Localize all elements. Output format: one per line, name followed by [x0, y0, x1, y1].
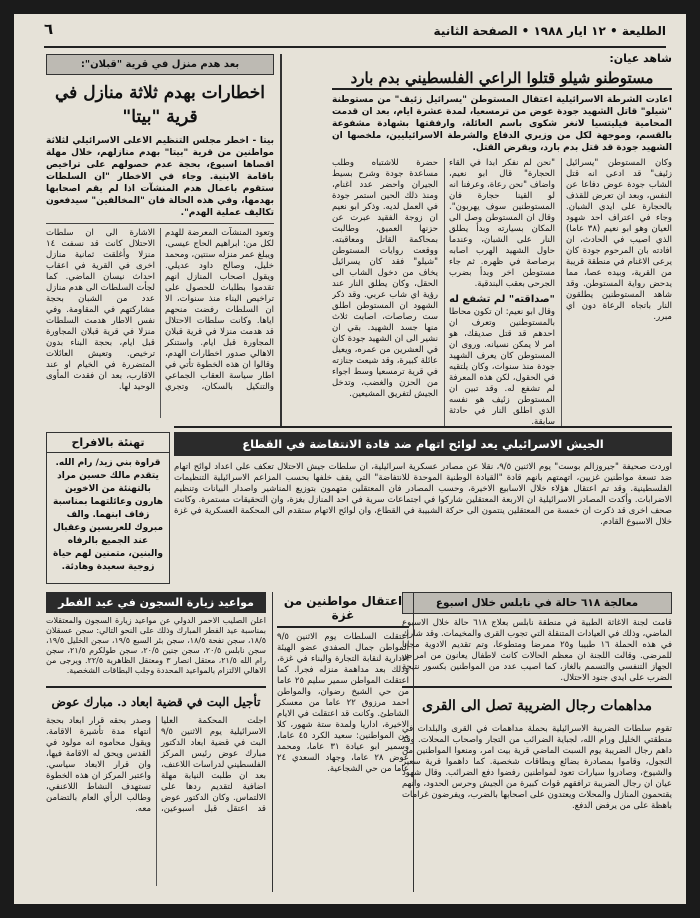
article-verdict	[46, 686, 266, 894]
headline-verdict: تأجيل البت في قضية ابعاد د. مبارك عوض	[51, 695, 261, 709]
running-header	[44, 18, 666, 48]
body-col-mid2: وقال ابو نعيم: ان تكون محاطا بالمستوطنين وتعرف ان احدهم قد قتل صديقك، هو امر لا يمكن نسيانه. وروى ان المستوطن كان يعرف الشهيد جودة منذ سنوات، وكان يلتقيه في الحقول، لكن هذه المعرفة لم تشفع له. وقد تبين ان المستوطن زئيف هو نفسه الذي اطلق النار في حادثة سابقة.	[449, 307, 555, 427]
headline-gaza-arrests: اعتقال مواطنين من غزة	[277, 592, 409, 628]
column-rule	[280, 54, 282, 426]
body-col-right: وكان المستوطن "يسرائيل زئيف" قد ادعى انه قتل الشاب جودة عوض دفاعا عن النفس، وبعد ان تعرض للقذف بالحجارة على ايدي الشبان. وجاء في اعتراف احد شهود العيان وهو ابو نعيم (٣٨ عاما) الذي اصيب في الحادث، ان افادته بان المرحوم جودة كان يرعى الاغنام في منطقة قريبة من القرية، وبيده عصا، مما يدحض رواية المستوطن. وقد شاهد المستوطنين يطلقون النار باتجاه الرعاة دون اي مبرر.	[561, 158, 672, 427]
body-prisons: اعلن الصليب الاحمر الدولي عن مواعيد زيارة السجون والمعتقلات بمناسبة عيد الفطر المبارك وذلك على النحو التالي: سجن عسقلان ١٨/٥، سجن نفحة ١٨/٥، سجن بئر السبع ١٩/٥، سجن الخليل ١٩/٥، سجن نابلس ٢٠/٥، سجن جنين ٢٠/٥، سجن طولكرم ٢١/٥، سجن رام الله ٢١/٥، معتقل انصار ٣ ومعتقل الظاهرية ٢٢/٥. ويرجى من الاهالي الالتزام بالمواعيد المحددة وجلب البطاقات الشخصية.	[46, 616, 266, 675]
body-nablus: قامت لجنة الاغاثة الطبية في منطقة نابلس بعلاج ٦١٨ حالة خلال الاسبوع الماضي، وذلك في العيادات المتنقلة التي تجوب القرى والمخيمات. وقد شارك في هذه الحملة ١٦ طبيبا و٢٥ ممرضا ومتطوعا، وتم تقديم الادوية مجانا للمرضى. وقالت اللجنة ان معظم الحالات كانت لاطفال يعانون من امراض الجهاز التنفسي والتسمم بالغاز، كما اصيب عدد من المواطنين بكسور نتيجة الضرب على ايدي جنود الاحتلال.	[402, 618, 672, 682]
body-col-left: حضرة للاشتباه وطلب مساعدة جودة وشرح بسيط الجيران واحضر عدد اغنام، ومنذ ذلك الحين استمر جودة في العمل لديه. وذكر ابو نعيم ان زوجة الفقيد عبرت عن حزنها العميق، وطالبت بمحاكمة القاتل ومعاقبته. ووقعت روايات المستوطن "شيلو" فقد كان يسرائيل يخاف من دخول الشاب الى الحقل، وكان يطلق النار عند رؤية اي شاب عربي. وقد ذكر الشهود ان المستوطن اطلق ست رصاصات، اصابت ثلاث منها جسد الشهيد. بقي ان نشير الى ان الشهيد جودة كان في العشرين من عمره، ويعيل عائلة كبيرة، وقد شيعت جنازته في قرية ترمسعيا وسط اجواء من الحزن والغضب، وتدخل الجيش لتفريق المشيعين.	[332, 158, 438, 399]
article-gaza-arrests	[272, 592, 414, 892]
headline-tax: مداهمات رجال الضريبة تصل الى القرى	[422, 698, 652, 714]
headline-nablus: معالجة ٦١٨ حالة في نابلس خلال اسبوع	[402, 592, 672, 614]
article-tax	[402, 686, 672, 894]
body-gaza-arrests: اعتقلت السلطات يوم الاثنين ٩/٥ المواطن جمال الصفدي عضو الهيئة الادارية لنقابة التجارة والبناء في غزة، وذلك بعد مداهمة منزله فجرا. كما اعتقلت المواطن سمير سليم ٢٥ عاما من حي الشيخ رضوان، والمواطن احمد مرزوق ٢٢ عاما من معسكر الشاطئ. وكانت قد اعتقلت في الايام الاخيرة، اداريا ولمدة ستة شهور، كلا من المواطنين: سعيد الكرد ٤٥ عاما، وسمير ابو عيادة ٣١ عاما، ومحمد عوض ٢٨ عاما، وجهاد السعدي ٢٤ عاما من حي الشجاعية.	[277, 632, 409, 774]
article-army	[174, 426, 672, 588]
subhead-friendship: "صداقته" لم تشفع له	[449, 294, 555, 305]
page-label: الطليعة • ١٢ ايار ١٩٨٨ • الصفحة الثانية	[433, 24, 666, 38]
body-army: اوردت صحيفة "جيروزالم بوست" يوم الاثنين ٩/٥، نقلا عن مصادر عسكرية اسرائيلية، ان سلطات جيش الاحتلال تعكف على اعداد لوائح اتهام ضد تسعة مواطنين غزيين، اتهمتهم بانهم قادة "القيادة الوطنية الموحدة للانتفاضة" التي يقف خلفها بحسب المزاعم الاسرائيلية التنظيمات الفلسطينية. وقد تم اعتقال هؤلاء خلال الاسابيع الاخيرة، وحسب المصادر فان المعتقلين متهمون بتوزيع المناشير واصدار البيانات وتنظيم الاضرابات. وأكدت المصادر الاسرائيلية ان الاربعة المعتقلين شاركوا في اجتماعات سرية في احد المنازل بغزة، وان التحقيقات مستمرة. وكانت صحف اخرى قد ذكرت ان خمسة من المعتقلين ينتمون الى حركة الشبيبة في القطاع، وان لوائح الاتهام ستقدم الى المحكمة العسكرية في غزة خلال الاسبوع القادم.	[174, 462, 672, 527]
article-demolition	[46, 54, 274, 426]
body-col-mid: "نحن لم نفكر ابدا في القاء الحجارة" قال ابو نعيم، واضاف "نحن رعاة، وعرفنا انه لو القينا حجارة فان المستوطنين سوف يهربون". وقال ان المستوطن وصل الى المكان بسيارته وبدأ يطلق النار على الشبان، وعندما حاول الشهيد الهرب اصابه برصاصة في ظهره. ثم جاء مستوطن اخر وبدأ بضرب الجرحى بعقب البندقية.	[449, 158, 555, 289]
congrats-notice	[46, 432, 170, 584]
headline-congrats: تهنئة بالافراح	[47, 433, 169, 453]
body-congrats: قراوة بني زيد/ رام الله. يتقدم مالك حسين مراد بالتهنئة من الاخوين هارون وعائلتهما بمناسبة زفاف ابنهما. والف مبروك للعريسين وعقبال عند الجميع بالرفاه والبنين، متمنين لهم حياة زوجية سعيدة وهادئة.	[52, 458, 164, 572]
page-number: ٦	[44, 20, 54, 38]
article-nablus	[402, 592, 672, 682]
headline-shepherd: مستوطنو شيلو قتلوا الراعي الفلسطيني بدم بارد	[332, 68, 672, 90]
article-prisons	[46, 592, 266, 682]
body-verdict: اجلت المحكمة العليا الاسرائيلية يوم الاثنين ٩/٥ البت في قضية ابعاد الدكتور مبارك عوض رئيس المركز الفلسطيني لدراسات اللاعنف، بعد ان طلبت النيابة مهلة اضافية لتقديم ردها على الالتماس. وكان الدكتور عوض قد اعتقل قبل اسبوعين، وصدر بحقه قرار ابعاد بحجة انتهاء مدة تأشيرة الاقامة. ويقول محاموه انه مولود في القدس ويحق له الاقامة فيها، وان قرار الابعاد سياسي. واعتبر المركز ان هذه الخطوة تستهدف النشاط اللاعنفي، وطالب الرأي العام بالتضامن معه.	[46, 716, 266, 814]
body-demolition: وتعود المنشآت المعرضة للهدم لكل من: ابراهيم الحاج عيسى، ويبلغ عمر منزله سنتين، ومحمد خليل، وصالح داود عديلي. ويقول اصحاب المنازل انهم تقدموا بطلبات للحصول على تراخيص البناء منذ سنوات، الا ان السلطات رفضت منحهم اياها. وكانت سلطات الاحتلال قد هدمت منزلا في قرية قبلان المجاورة قبل ايام. واستنكر الاهالي صدور اخطارات الهدم، وقالوا ان هذه الخطوة تأتي في اطار سياسة العقاب الجماعي والتنكيل بالسكان، وتجري الاشارة الى ان سلطات الاحتلال كانت قد نسفت ١٤ منزلا وأغلقت ثمانية منازل اخرى في القرية في اعقاب احداث نيسان الماضي. كما لجأت السلطات الى هدم منازل عدد من الشبان بحجة مشاركتهم في المقاومة. وفي نفس الاطار هدمت السلطات منزلا في قرية قبلان المجاورة قبل ايام، بحجة البناء بدون ترخيص. وتعيش العائلات المتضررة في الخيام او عند الاقارب، بعد ان فقدت المأوى الوحيد لها.	[46, 228, 274, 392]
kicker-demolition: بعد هدم منزل في قرية "قبلان":	[46, 54, 274, 75]
headline-demolition: اخطارات بهدم ثلاثة منازل في قرية "بيتا"	[55, 83, 265, 127]
kicker: شاهد عيان:	[609, 52, 672, 65]
headline-prisons: مواعيد زيارة السجون في عيد الفطر	[46, 592, 266, 613]
headline-army: الجيش الاسرائيلي يعد لوائح اتهام ضد قادة الانتفاضة في القطاع	[174, 432, 672, 456]
article-shepherd	[332, 52, 672, 427]
body-tax: تقوم سلطات الضريبة الاسرائيلية بحملة مداهمات في القرى والبلدات في منطقتي الخليل ورام الله، لجباية الضرائب من التجار واصحاب المحلات. وقد داهم رجال الضريبة يوم السبت الماضي قرية بيت امر، ومنعوا المواطنين من التجول، وقاموا بمصادرة بضائع وبطاقات شخصية. كما داهموا قرية سعير والشيوخ، وصادروا سيارات تعود لمواطنين رفضوا دفع الضرائب. وقال شهود عيان ان رجال الضريبة ترافقهم قوات كبيرة من الجيش وحرس الحدود، وانهم يقتحمون المنازل والمحلات ويعتدون على اصحابها بالضرب، ويفرضون غرامات باهظة على من يرفض الدفع.	[402, 724, 672, 811]
lead-shepherd: اعادت الشرطة الاسرائيلية اعتقال المستوطن "يسرائيل زئيف" من مستوطنة "شيلو" قاتل الشهيد جودة عوض من ترمسعيا، لمدة عشرة ايام، بعد ان قدمت المحامية فيليتسيا لانغر شكوى باسم العائلة، وارفقتها بشهادة مشفوعة بالقسم، وموجهة لكل من وزيري الدفاع والشرطة الاسرائيليين، ملخصها ان الشهيد جودة قد قتل بدم بارد، ويقرض القتل.	[332, 95, 672, 153]
newspaper-page	[14, 14, 686, 904]
lead-demolition: بيتا - اخطر مجلس التنظيم الاعلى الاسرائيلي لثلاثة مواطنين من قرية "بيتا" بهدم منازلهم، خلال مهلة اقصاها اسبوع، بحجة عدم حصولهم على تراخيص باقامة الابنية. وجاء في الاخطار "ان السلطات ستقوم باعمال هدم المنشآت اذا لم يقم اصحابها بهدمها، وفي هذه الحالة فان "المخالفين" سيدفعون تكاليف عملية الهدم".	[46, 135, 274, 224]
